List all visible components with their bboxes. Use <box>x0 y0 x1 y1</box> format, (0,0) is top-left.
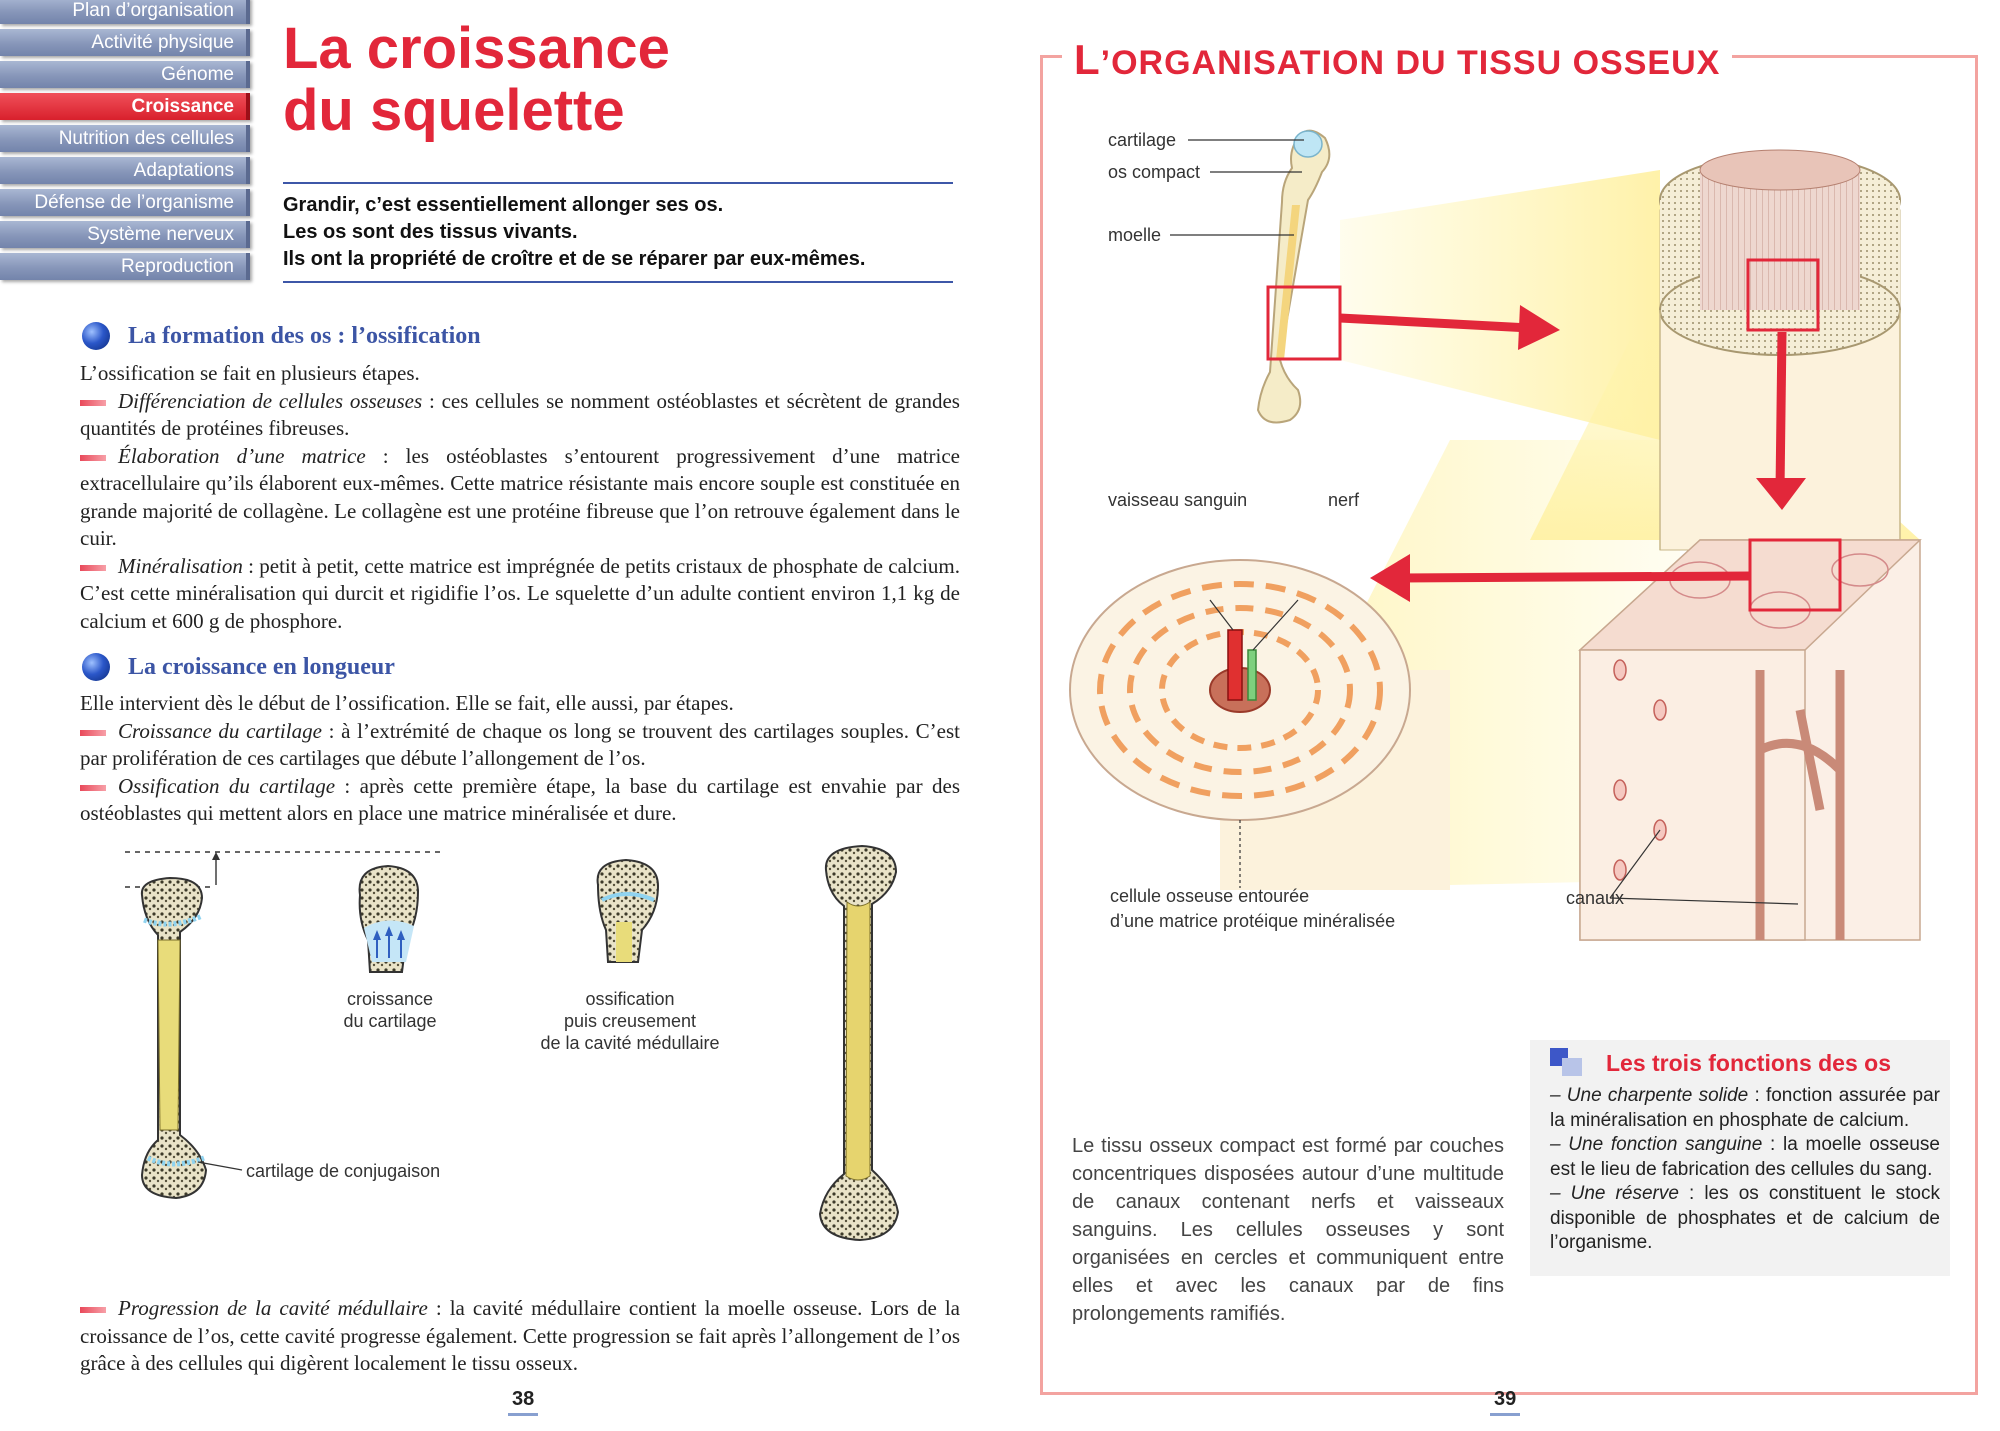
page-number-right: 39 <box>1490 1388 1520 1416</box>
nav-item-defense[interactable]: Défense de l’organisme <box>0 189 250 216</box>
adult-bone <box>820 846 898 1240</box>
function-item <box>1550 1182 1940 1256</box>
bullet-text: : les ostéoblastes s’entourent progressivement d’une matrice extracellulaire qu’ils élaborent eux-mêmes. Cette matrice résistante mais encore souple est constituée en grande majorité de collagène. Le collagène est une protéine fibreuse que l’on retrouve également dans le cuir. <box>80 443 960 550</box>
right-page-title <box>1062 36 1732 84</box>
function-term: – Une charpente solide <box>1550 1085 1749 1106</box>
caption-cartilage-conjugaison: cartilage de conjugaison <box>246 1161 441 1181</box>
paragraph: Elle intervient dès le début de l’ossification. Elle se fait, elle aussi, par étapes. <box>80 691 734 715</box>
nav-item-adaptations[interactable]: Adaptations <box>0 157 250 184</box>
red-dash-icon <box>80 400 106 406</box>
red-dash-icon <box>80 565 106 571</box>
intro-line: Grandir, c’est essentiellement allonger ses os. <box>283 194 724 216</box>
caption-line: du cartilage <box>343 1011 437 1031</box>
label-os-compact: os compact <box>1108 162 1201 182</box>
function-item <box>1550 1133 1940 1182</box>
section-body-ossification <box>80 360 960 635</box>
bullet-paragraph <box>80 553 960 636</box>
section-body-croissance <box>80 690 960 828</box>
bullet-paragraph <box>80 773 960 828</box>
nav-item-reproduction[interactable]: Reproduction <box>0 253 250 280</box>
bullet-term: Progression de la cavité médullaire <box>118 1296 428 1320</box>
section-heading-ossification <box>82 322 481 350</box>
function-text: : fonction assurée par la minéralisation en phosphate de calcium. <box>1550 1085 1940 1131</box>
function-text: : la moelle osseuse est le lieu de fabrication des cellules du sang. <box>1550 1134 1940 1180</box>
bullet-term: Différenciation de cellules osseuses <box>118 388 423 413</box>
nav-item-systeme-nerveux[interactable]: Système nerveux <box>0 221 250 248</box>
section-heading-text: La croissance en longueur <box>128 653 395 680</box>
label-nerf: nerf <box>1328 490 1360 510</box>
caption-line: puis creusement <box>563 1011 697 1031</box>
functions-heading-text: Les trois fonctions des os <box>1606 1049 1891 1076</box>
nav-item-activite[interactable]: Activité physique <box>0 29 250 56</box>
tissue-description: Le tissu osseux compact est formé par couches concentriques disposées autour d’une multitude de canaux contenant nerfs et vaisseaux sanguins. Les cellules osseuses y sont organisées en cercles et communiquent entre elles et avec les canaux par de fins prolongements ramifiés. <box>1072 1135 1504 1325</box>
label-cellule-osseuse <box>1110 884 1395 934</box>
nav-item-nutrition[interactable]: Nutrition des cellules <box>0 125 250 152</box>
function-term: – Une réserve <box>1550 1183 1679 1204</box>
label-line: d’une matrice protéique minéralisée <box>1110 911 1396 931</box>
red-dash-icon <box>80 730 106 736</box>
bullet-term: Minéralisation <box>118 553 243 578</box>
square-bullet-icon <box>1550 1048 1586 1078</box>
bullet-paragraph <box>80 718 960 773</box>
bullet-text: : ces cellules se nomment ostéoblastes et sécrètent de grandes quantités de protéines fibreuses. <box>80 388 960 440</box>
bullet-ball-icon <box>82 653 110 681</box>
bullet-paragraph <box>80 443 960 553</box>
ossification-epiphysis <box>598 860 658 962</box>
paragraph: L’ossification se fait en plusieurs étapes. <box>80 361 420 385</box>
bullet-text: : après cette première étape, la base du cartilage est envahie par des ostéoblastes qui mettent alors en place une matrice minéralisée et dure. <box>80 773 960 825</box>
label-vaisseau-sanguin: vaisseau sanguin <box>1108 490 1248 510</box>
bullet-text: : à l’extrémité de chaque os long se trouvent des cartilages souples. C’est par prolifération de ces cartilages que débute l’allongement de l’os. <box>80 718 960 770</box>
growth-arrow-head <box>212 852 220 860</box>
bullet-paragraph <box>80 1295 960 1378</box>
bullet-text: : petit à petit, cette matrice est imprégnée de petits cristaux de phosphate de calcium. C’est cette minéralisation qui durcit et rigidifie l’os. Le squelette d’un adulte contient environ 1,1 kg de calcium et 600 g de phosphore. <box>80 553 960 633</box>
title-line-1: La croissance <box>283 16 670 81</box>
intro-box <box>283 182 953 283</box>
function-item <box>1550 1084 1940 1133</box>
red-dash-icon <box>80 1307 106 1313</box>
bone-tissue-diagram <box>1060 110 1960 960</box>
red-dash-icon <box>80 785 106 791</box>
nav-item-plan[interactable]: Plan d’organisation <box>0 0 250 24</box>
bullet-ball-icon <box>82 322 110 350</box>
label-cartilage: cartilage <box>1108 130 1177 150</box>
caption-line: ossification <box>585 989 675 1009</box>
nav-item-genome[interactable]: Génome <box>0 61 250 88</box>
red-dash-icon <box>80 455 106 461</box>
caption-line: croissance <box>346 989 434 1009</box>
label-line: cellule osseuse entourée <box>1110 886 1310 906</box>
label-moelle: moelle <box>1108 225 1162 245</box>
section-body-cavite <box>80 1295 960 1378</box>
intro-line: Ils ont la propriété de croître et de se réparer par eux-mêmes. <box>283 248 866 270</box>
nav-item-croissance[interactable]: Croissance <box>0 93 250 120</box>
bullet-text: : la cavité médullaire contient la moelle osseuse. Lors de la croissance de l’os, cette cavité progresse également. Cette progression se fait après l’allongement de l’os grâce à des cellules qui digèrent localement le tissu osseux. <box>80 1296 960 1375</box>
bullet-term: Élaboration d’une matrice <box>118 443 366 468</box>
cartilage-growth-epiphysis <box>360 866 418 972</box>
bullet-term: Croissance du cartilage <box>118 718 322 743</box>
caption-line: de la cavité médullaire <box>540 1033 720 1053</box>
functions-box <box>1530 1040 1950 1276</box>
label-canaux: canaux <box>1566 888 1625 908</box>
young-bone <box>142 878 206 1198</box>
caption-ossification <box>520 988 740 1054</box>
functions-heading <box>1550 1048 1940 1078</box>
function-text: : les os constituent le stock disponible de phosphates et de calcium de l’organisme. <box>1550 1183 1940 1253</box>
caption-cartilage-growth <box>330 988 450 1032</box>
bullet-paragraph <box>80 388 960 443</box>
bullet-term: Ossification du cartilage <box>118 773 336 798</box>
page-title <box>283 18 670 142</box>
section-heading-text: La formation des os : l’ossification <box>128 322 481 349</box>
function-term: – Une fonction sanguine <box>1550 1134 1763 1155</box>
section-heading-croissance <box>82 653 395 681</box>
intro-line: Les os sont des tissus vivants. <box>283 221 578 243</box>
title-initial: L <box>1074 36 1101 83</box>
page-number-left: 38 <box>508 1388 538 1416</box>
title-rest: ’ORGANISATION DU TISSU OSSEUX <box>1100 44 1721 82</box>
title-line-2: du squelette <box>283 78 625 143</box>
